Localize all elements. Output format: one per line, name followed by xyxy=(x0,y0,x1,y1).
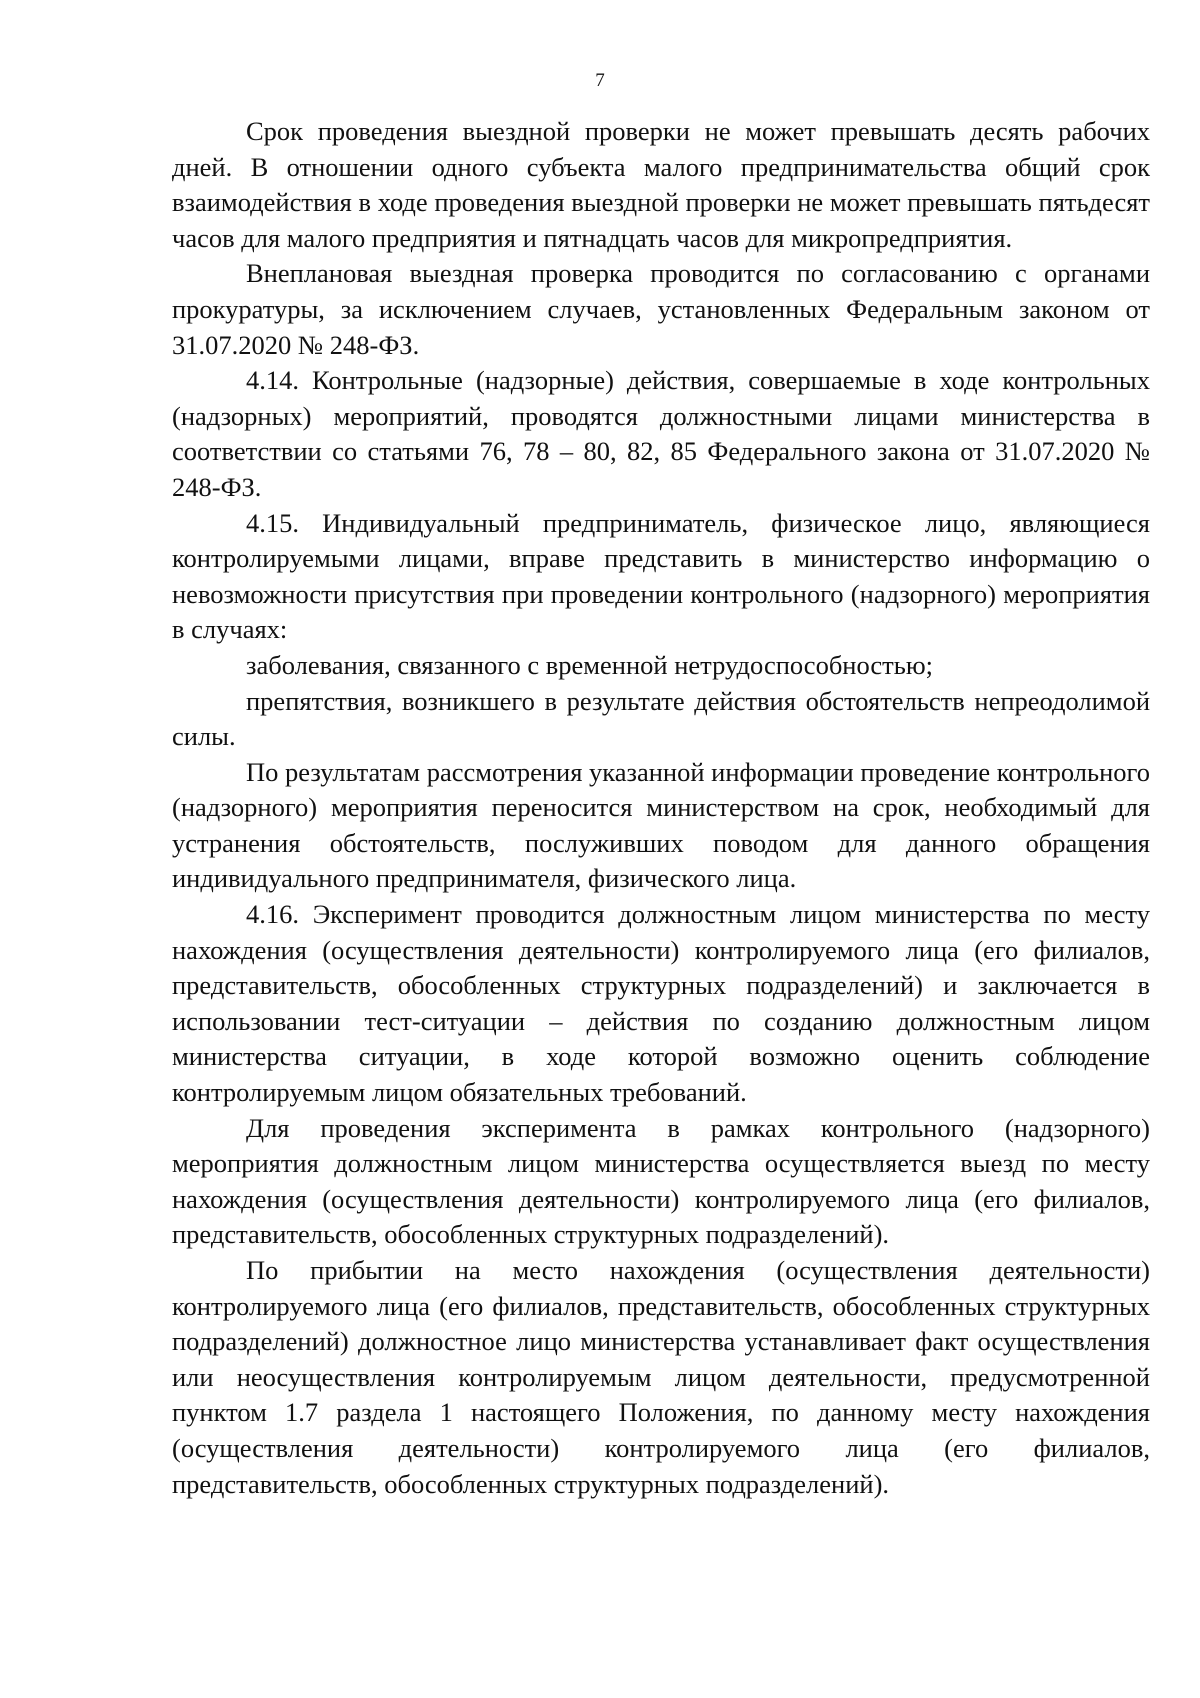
paragraph-postponement: По результатам рассмотрения указанной информации проведение контрольного (надзорного) мероприятия переносится министерством на срок, необходимый для устранения обстоятельств, послуживших поводом для данного обращения индивидуального предпринимателя, физического лица. xyxy=(172,756,1150,894)
page-number: 7 xyxy=(595,70,605,91)
paragraph-case-force-majeure: препятствия, возникшего в результате действия обстоятельств непреодолимой силы. xyxy=(172,685,1150,752)
paragraph-case-illness: заболевания, связанного с временной нетрудоспособностью; xyxy=(246,649,933,680)
paragraph-inspection-duration: Срок проведения выездной проверки не может превышать десять рабочих дней. В отношении одного субъекта малого предпринимательства общий срок взаимодействия в ходе проведения выездной проверки не может превышать пятьдесят часов для малого предприятия и пятнадцать часов для микропредприятия. xyxy=(172,116,1150,253)
document-body xyxy=(172,114,1150,1502)
paragraph-4-14: 4.14. Контрольные (надзорные) действия, совершаемые в ходе контрольных (надзорных) мероприятий, проводятся должностными лицами министерства в соответствии со статьями 76, 78 – 80, 82, 85 Федерального закона от 31.07.2020 № 248-ФЗ. xyxy=(172,365,1150,502)
paragraph-unscheduled-inspection: Внеплановая выездная проверка проводится по согласованию с органами прокуратуры, за исключением случаев, установленных Федеральным законом от 31.07.2020 № 248-ФЗ. xyxy=(172,258,1150,360)
paragraph-arrival: По прибытии на место нахождения (осуществления деятельности) контролируемого лица (его филиалов, представительств, обособленных структурных подразделений) должностное лицо министерства устанавливает факт осуществления или неосуществления контролируемым лицом деятельности, предусмотренной пунктом 1.7 раздела 1 настоящего Положения, по данному месту нахождения (осуществления деятельности) контролируемого лица (его филиалов, представительств, обособленных структурных подразделений). xyxy=(172,1255,1150,1499)
paragraph-4-15: 4.15. Индивидуальный предприниматель, физическое лицо, являющиеся контролируемыми лицами, вправе представить в министерство информацию о невозможности присутствия при проведении контрольного (надзорного) мероприятия в случаях: xyxy=(172,507,1150,645)
paragraph-4-16: 4.16. Эксперимент проводится должностным лицом министерства по месту нахождения (осуществления деятельности) контролируемого лица (его филиалов, представительств, обособленных структурных подразделений) и заключается в использовании тест-ситуации – действия по созданию должностным лицом министерства ситуации, в ходе которой возможно оценить соблюдение контролируемым лицом обязательных требований. xyxy=(172,899,1150,1108)
paragraph-experiment-visit: Для проведения эксперимента в рамках контрольного (надзорного) мероприятия должностным лицом министерства осуществляется выезд по месту нахождения (осуществления деятельности) контролируемого лица (его филиалов, представительств, обособленных структурных подразделений). xyxy=(172,1112,1150,1250)
